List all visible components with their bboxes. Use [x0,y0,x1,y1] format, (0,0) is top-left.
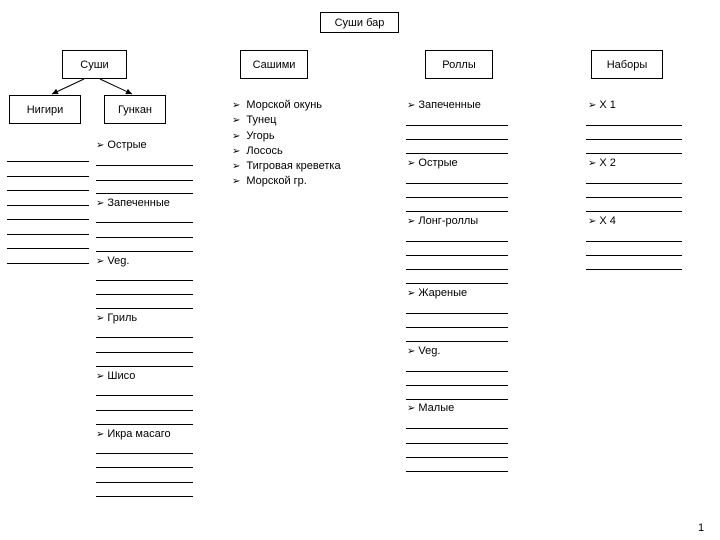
blank-line [96,165,193,166]
bullet-arrow-icon: ➢ [232,130,241,142]
blank-line [96,180,193,181]
blank-line [406,241,508,242]
title-box [320,12,399,33]
bullet-arrow-icon: ➢ [407,288,416,299]
blank-line [586,153,682,154]
blank-line [406,269,508,270]
blank-line [7,248,89,249]
page-number: 1 [698,522,705,534]
blank-line [96,366,193,367]
bullet-arrow-icon: ➢ [588,216,597,227]
arrow-to-nigiri [52,79,84,94]
blank-line [406,197,508,198]
category-rolls-label: Роллы [442,58,476,71]
roll-item: ➢ Малые [407,402,455,414]
blank-line [586,269,682,270]
blank-line [586,183,682,184]
sashimi-item: ➢ Морской гр. [232,175,307,188]
category-sashimi-box [240,50,308,79]
bullet-arrow-icon: ➢ [96,371,105,382]
blank-line [586,255,682,256]
blank-line [406,125,508,126]
gunkan-label: Гункан [117,103,153,116]
blank-line [406,139,508,140]
blank-line [96,467,193,468]
set-item: ➢ X 2 [588,157,616,169]
blank-line [406,255,508,256]
bullet-arrow-icon: ➢ [96,313,105,324]
blank-line [96,251,193,252]
blank-line [7,263,89,264]
roll-item: ➢ Запеченные [407,99,481,111]
gunkan-box [104,95,166,124]
category-sets-box [591,50,663,79]
blank-line [96,352,193,353]
blank-line [96,424,193,425]
gunkan-item: ➢ Veg. [96,255,130,267]
bullet-arrow-icon: ➢ [232,100,241,111]
bullet-arrow-icon: ➢ [232,161,241,173]
category-sushi-label: Суши [80,58,109,71]
nigiri-box [9,95,81,124]
category-rolls-box [425,50,493,79]
blank-line [7,205,89,206]
bullet-arrow-icon: ➢ [232,115,241,127]
bullet-arrow-icon: ➢ [407,346,416,357]
bullet-arrow-icon: ➢ [407,100,416,111]
sashimi-item: ➢ Морской окунь [232,99,323,111]
blank-line [406,283,508,284]
blank-line [7,176,89,177]
blank-line [96,337,193,338]
blank-line [406,313,508,314]
sashimi-item: ➢ Угорь [232,129,275,142]
roll-item: ➢ Лонг-роллы [407,215,479,227]
blank-line [96,395,193,396]
bullet-arrow-icon: ➢ [407,158,416,169]
title-label: Суши бар [334,16,385,29]
category-sets-label: Наборы [606,58,648,71]
blank-line [96,193,193,194]
blank-line [96,222,193,223]
blank-line [7,219,89,220]
blank-line [96,482,193,483]
blank-line [406,428,508,429]
bullet-arrow-icon: ➢ [588,100,597,111]
blank-line [96,280,193,281]
bullet-arrow-icon: ➢ [96,429,105,440]
blank-line [406,327,508,328]
set-item: ➢ X 4 [588,215,616,227]
blank-line [96,308,193,309]
blank-line [586,241,682,242]
blank-line [7,234,89,235]
blank-line [406,341,508,342]
gunkan-item: ➢ Шисо [96,370,136,382]
blank-line [586,197,682,198]
blank-line [406,443,508,444]
blank-line [586,211,682,212]
gunkan-item: ➢ Запеченные [96,197,170,209]
blank-line [7,190,89,191]
blank-line [96,294,193,295]
blank-line [406,471,508,472]
blank-line [406,211,508,212]
blank-line [96,237,193,238]
roll-item: ➢ Veg. [407,345,441,357]
blank-line [7,161,89,162]
bullet-arrow-icon: ➢ [96,256,105,267]
gunkan-item: ➢ Острые [96,139,147,151]
bullet-arrow-icon: ➢ [96,140,105,151]
roll-item: ➢ Острые [407,157,458,169]
blank-line [406,153,508,154]
nigiri-label: Нигири [26,103,64,116]
bullet-arrow-icon: ➢ [96,198,105,209]
sashimi-list [232,98,341,190]
blank-line [406,371,508,372]
blank-line [406,385,508,386]
blank-line [406,183,508,184]
sashimi-item: ➢ Лосось [232,144,283,157]
set-item: ➢ X 1 [588,99,616,111]
sashimi-item: ➢ Тигровая креветка [232,160,341,173]
bullet-arrow-icon: ➢ [588,158,597,169]
gunkan-item: ➢ Гриль [96,312,138,324]
blank-line [96,496,193,497]
blank-line [406,399,508,400]
blank-line [406,457,508,458]
bullet-arrow-icon: ➢ [407,403,416,414]
blank-line [96,453,193,454]
blank-line [96,410,193,411]
roll-item: ➢ Жареные [407,287,468,299]
bullet-arrow-icon: ➢ [407,216,416,227]
gunkan-item: ➢ Икра масаго [96,428,171,440]
arrow-to-gunkan [100,79,132,94]
blank-line [586,139,682,140]
bullet-arrow-icon: ➢ [232,145,241,157]
bullet-arrow-icon: ➢ [232,176,241,188]
category-sushi-box [62,50,127,79]
sashimi-item: ➢ Тунец [232,114,277,127]
blank-line [586,125,682,126]
category-sashimi-label: Сашими [252,58,296,71]
